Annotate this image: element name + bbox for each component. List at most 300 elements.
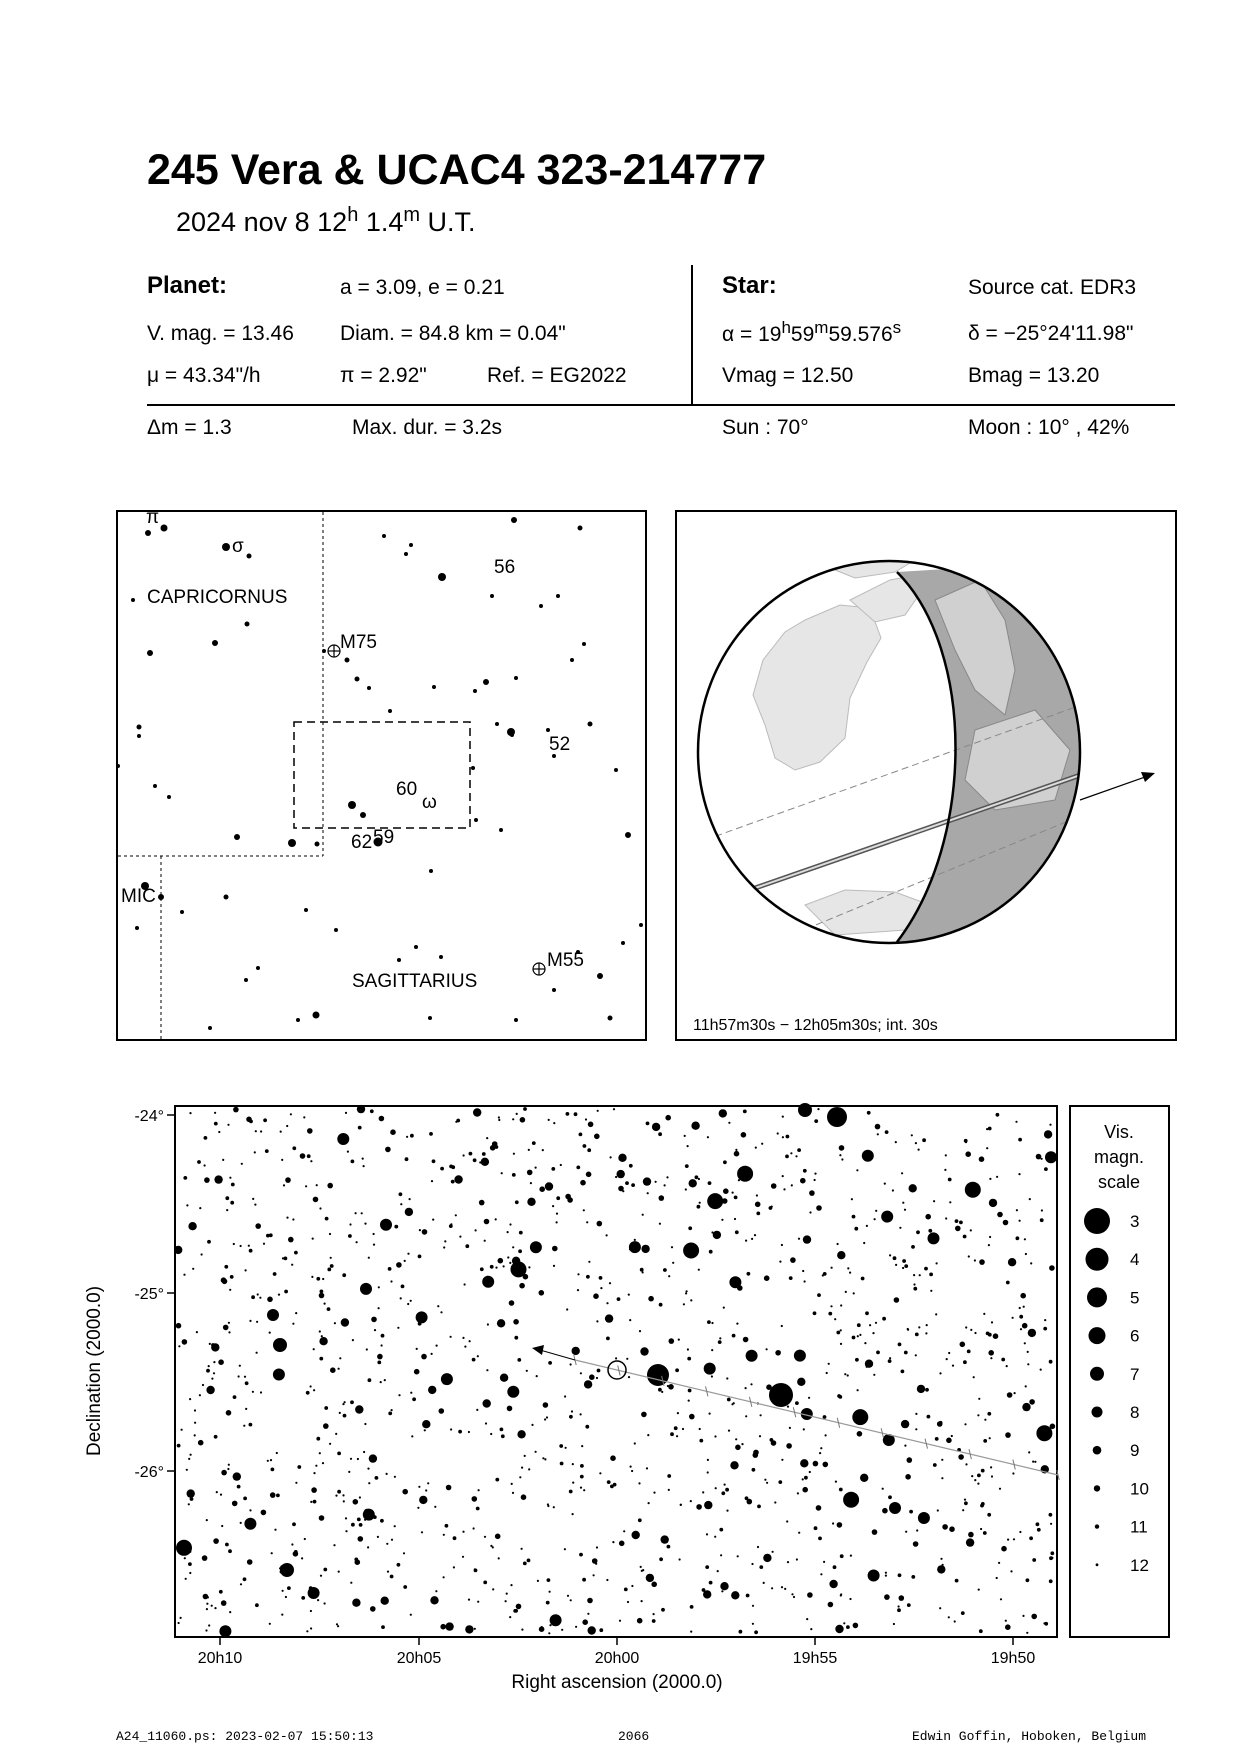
field-star [640, 1268, 644, 1272]
field-star [721, 1491, 725, 1495]
field-star [484, 1219, 490, 1225]
field-star [368, 1378, 372, 1382]
field-star [209, 1343, 211, 1345]
field-star [628, 1294, 630, 1296]
finder-star [224, 895, 229, 900]
finder-star [625, 832, 631, 838]
field-star [313, 1500, 317, 1504]
field-star [810, 1628, 812, 1630]
field-star [1028, 1329, 1036, 1337]
field-star [733, 1402, 735, 1404]
field-star [793, 1596, 795, 1598]
field-star [369, 1454, 377, 1462]
field-star [351, 1523, 355, 1527]
field-star [561, 1629, 563, 1631]
field-star [867, 1111, 871, 1115]
field-star [778, 1480, 782, 1484]
field-star [745, 1240, 747, 1242]
field-star [599, 1628, 603, 1632]
field-star [766, 1482, 768, 1484]
field-star [552, 1246, 558, 1252]
field-star [755, 1202, 761, 1208]
field-star [397, 1563, 401, 1567]
field-star [178, 1622, 180, 1624]
finder-star [296, 1018, 300, 1022]
finder-star [578, 526, 583, 531]
field-star [440, 1311, 442, 1313]
field-star [1027, 1363, 1029, 1365]
field-star [964, 1499, 966, 1501]
field-star [391, 1409, 393, 1411]
field-star [206, 1519, 208, 1521]
field-star [473, 1527, 475, 1529]
field-star [1040, 1369, 1042, 1371]
field-star [325, 1217, 329, 1221]
field-star [479, 1200, 485, 1206]
field-star [315, 1465, 317, 1467]
field-star [579, 1553, 583, 1557]
field-star [937, 1509, 939, 1511]
field-star [542, 1149, 544, 1151]
field-star [566, 1308, 568, 1310]
field-star [241, 1163, 243, 1165]
field-star [454, 1175, 462, 1183]
field-star [286, 1125, 288, 1127]
field-star [319, 1357, 323, 1361]
field-star [480, 1267, 484, 1271]
field-star [966, 1538, 974, 1546]
field-star [270, 1459, 272, 1461]
field-star [679, 1558, 681, 1560]
field-star [794, 1350, 806, 1362]
finder-star [439, 955, 443, 959]
field-star [979, 1259, 985, 1265]
field-star [894, 1297, 900, 1303]
field-star [816, 1505, 822, 1511]
field-star [178, 1345, 180, 1347]
field-star [572, 1513, 574, 1515]
field-star [751, 1563, 753, 1565]
field-star [904, 1209, 906, 1211]
planet-orbit: a = 3.09, e = 0.21 [340, 276, 505, 299]
field-star [249, 1120, 253, 1124]
field-star [576, 1166, 580, 1170]
field-star [837, 1394, 841, 1398]
field-star [661, 1391, 663, 1393]
field-star [1026, 1578, 1030, 1582]
legend-star-marker [1094, 1485, 1100, 1491]
field-star [214, 1122, 218, 1126]
field-star [583, 1144, 587, 1148]
field-star [586, 1221, 588, 1223]
field-star [338, 1368, 340, 1370]
field-star [390, 1129, 396, 1135]
legend-star-marker [1092, 1407, 1103, 1418]
field-star [974, 1332, 976, 1334]
field-star [300, 1153, 306, 1159]
field-star [739, 1630, 743, 1634]
field-star [418, 1486, 420, 1488]
field-star [940, 1558, 942, 1560]
field-star [851, 1198, 853, 1200]
field-star [294, 1251, 298, 1255]
field-star [666, 1176, 668, 1178]
finder-star [315, 842, 320, 847]
field-star [981, 1502, 985, 1506]
field-star [211, 1378, 213, 1380]
field-star [873, 1374, 875, 1376]
field-star [1041, 1158, 1043, 1160]
field-star [337, 1625, 339, 1627]
field-star [330, 1367, 336, 1373]
field-star [327, 1183, 333, 1189]
field-star [281, 1159, 283, 1161]
field-star [866, 1225, 868, 1227]
field-star [814, 1526, 818, 1530]
field-star [823, 1272, 827, 1276]
field-star [249, 1423, 253, 1427]
field-star [658, 1132, 662, 1136]
field-star [255, 1130, 257, 1132]
field-star [580, 1475, 584, 1479]
field-star [462, 1556, 464, 1558]
field-star [500, 1428, 504, 1432]
field-star [436, 1345, 438, 1347]
field-star [188, 1222, 196, 1230]
field-star [511, 1483, 513, 1485]
field-star [424, 1429, 426, 1431]
field-star [211, 1343, 215, 1347]
field-star [619, 1620, 621, 1622]
field-star [643, 1177, 651, 1185]
field-star [273, 1369, 285, 1381]
field-star [909, 1184, 917, 1192]
field-star [214, 1435, 218, 1439]
finder-star [552, 988, 556, 992]
field-star [724, 1484, 726, 1486]
field-star [403, 1585, 407, 1589]
field-star [207, 1596, 209, 1598]
field-star [588, 1626, 596, 1634]
field-star [840, 1329, 842, 1331]
field-star [521, 1467, 523, 1469]
field-star [1034, 1461, 1036, 1463]
field-star [988, 1350, 994, 1356]
field-star [465, 1244, 469, 1248]
field-star [343, 1414, 347, 1418]
field-star [599, 1276, 603, 1280]
field-star [230, 1201, 234, 1205]
field-star [680, 1504, 682, 1506]
field-star [864, 1342, 866, 1344]
max-duration: Max. dur. = 3.2s [352, 416, 502, 439]
field-star [350, 1400, 354, 1404]
field-star [477, 1355, 479, 1357]
field-star [556, 1196, 560, 1200]
field-star [835, 1481, 837, 1483]
field-star [411, 1435, 413, 1437]
field-star [642, 1214, 644, 1216]
field-star [648, 1502, 650, 1504]
field-star [370, 1109, 374, 1113]
field-star [930, 1290, 932, 1292]
field-star [690, 1631, 692, 1633]
field-star [380, 1381, 382, 1383]
field-star [443, 1246, 445, 1248]
field-star [495, 1478, 499, 1482]
star-label-62: 62 [351, 832, 373, 853]
field-star [723, 1188, 729, 1194]
field-star [996, 1176, 998, 1178]
field-star [213, 1372, 215, 1374]
field-star [687, 1348, 689, 1350]
field-star [804, 1476, 808, 1480]
field-star [206, 1608, 208, 1610]
field-star [884, 1594, 890, 1600]
field-star [720, 1582, 728, 1590]
field-star [176, 1540, 192, 1556]
field-star [564, 1548, 566, 1550]
field-star [233, 1107, 239, 1113]
field-star [764, 1479, 766, 1481]
field-star [901, 1420, 909, 1428]
field-star [688, 1389, 692, 1393]
field-star [1019, 1315, 1023, 1319]
legend-magnitude-label: 11 [1130, 1517, 1148, 1537]
field-star [899, 1227, 901, 1229]
field-star [285, 1596, 287, 1598]
field-star [227, 1468, 229, 1470]
field-star [526, 1370, 528, 1372]
field-star [553, 1506, 555, 1508]
field-star [358, 1536, 364, 1542]
field-star [313, 1197, 319, 1203]
field-star [396, 1262, 402, 1268]
field-star [895, 1264, 897, 1266]
field-star [288, 1237, 294, 1243]
field-star [238, 1375, 240, 1377]
field-star [659, 1223, 661, 1225]
y-tick-label: -25° [134, 1286, 164, 1303]
field-star [659, 1557, 663, 1561]
field-star [949, 1526, 955, 1532]
field-star [177, 1444, 181, 1448]
field-star [1022, 1323, 1028, 1329]
field-star [437, 1305, 439, 1307]
field-star [814, 1179, 816, 1181]
field-star [745, 1496, 749, 1500]
field-star [189, 1112, 191, 1114]
field-star [432, 1219, 434, 1221]
field-star [377, 1361, 381, 1365]
field-star [222, 1159, 224, 1161]
field-star [882, 1508, 888, 1514]
finder-star [582, 642, 586, 646]
field-star [913, 1283, 915, 1285]
field-star [453, 1536, 457, 1540]
field-star [483, 1581, 487, 1585]
field-star [1023, 1306, 1025, 1308]
field-star [213, 1538, 219, 1544]
field-star [439, 1408, 445, 1414]
field-star [580, 1464, 584, 1468]
field-star [513, 1153, 515, 1155]
field-star [410, 1614, 412, 1616]
field-star [787, 1561, 789, 1563]
field-star [785, 1155, 789, 1159]
field-star [735, 1286, 737, 1288]
field-star [282, 1257, 284, 1259]
field-star [918, 1326, 920, 1328]
field-star [278, 1294, 280, 1296]
field-star [187, 1489, 195, 1497]
field-star [292, 1218, 294, 1220]
field-star [1030, 1262, 1032, 1264]
field-star [528, 1468, 530, 1470]
field-star [828, 1602, 834, 1608]
field-star [435, 1590, 437, 1592]
field-star [844, 1373, 846, 1375]
field-star [1008, 1258, 1016, 1266]
field-star [1018, 1173, 1020, 1175]
field-star [247, 1559, 253, 1565]
field-star [233, 1472, 241, 1480]
field-star [243, 1425, 245, 1427]
field-star [468, 1599, 470, 1601]
field-star [855, 1358, 859, 1362]
field-star [902, 1259, 906, 1263]
field-star [330, 1257, 332, 1259]
field-star [830, 1305, 832, 1307]
field-star [323, 1423, 329, 1429]
field-star [790, 1257, 796, 1263]
field-star [698, 1178, 700, 1180]
field-star [672, 1262, 674, 1264]
field-star [1005, 1432, 1011, 1438]
field-star [1012, 1317, 1014, 1319]
field-star [631, 1183, 635, 1187]
field-star [345, 1517, 347, 1519]
field-star [366, 1348, 368, 1350]
finder-star [137, 734, 141, 738]
field-star [184, 1557, 186, 1559]
field-star [189, 1398, 191, 1400]
field-star [907, 1603, 911, 1607]
field-star [462, 1337, 464, 1339]
field-star [599, 1472, 601, 1474]
field-star [319, 1337, 327, 1345]
field-star [291, 1264, 293, 1266]
legend-star-marker [1086, 1248, 1109, 1271]
field-star [935, 1313, 937, 1315]
field-star [889, 1502, 901, 1514]
field-star [539, 1626, 545, 1632]
field-star [826, 1372, 828, 1374]
field-star [546, 1601, 550, 1605]
field-star [786, 1443, 792, 1449]
field-star [641, 1570, 643, 1572]
field-star [497, 1319, 505, 1327]
field-star [588, 1122, 594, 1128]
field-star [419, 1496, 427, 1504]
finder-star [360, 812, 366, 818]
finder-star [222, 543, 230, 551]
legend-magnitude-label: 7 [1130, 1364, 1140, 1384]
field-star [444, 1240, 446, 1242]
field-star [199, 1207, 201, 1209]
field-star [464, 1346, 466, 1348]
field-star [350, 1582, 352, 1584]
finder-star [614, 768, 618, 772]
field-star [484, 1536, 486, 1538]
field-star [196, 1331, 198, 1333]
field-star [691, 1122, 699, 1130]
finder-star [355, 677, 360, 682]
field-star [402, 1489, 408, 1495]
field-star [802, 1270, 804, 1272]
field-star [734, 1196, 738, 1200]
field-star [683, 1243, 699, 1259]
field-star [476, 1409, 478, 1411]
field-star [979, 1629, 983, 1633]
field-star [363, 1451, 365, 1453]
field-star [1022, 1403, 1030, 1411]
field-star [640, 1347, 648, 1355]
finder-star [116, 764, 120, 768]
field-star [1016, 1236, 1020, 1240]
field-star [381, 1597, 389, 1605]
field-star [327, 1307, 331, 1311]
field-star [865, 1311, 869, 1315]
field-star [627, 1601, 629, 1603]
field-star [416, 1348, 418, 1350]
field-star [606, 1579, 608, 1581]
field-star [519, 1231, 523, 1235]
bright-field-star [280, 1563, 294, 1577]
field-star [387, 1571, 389, 1573]
field-star [205, 1629, 207, 1631]
field-star [634, 1239, 636, 1241]
field-star [204, 1164, 206, 1166]
finder-star [147, 650, 153, 656]
field-star [257, 1293, 259, 1295]
field-star [714, 1536, 716, 1538]
field-star [895, 1141, 897, 1143]
field-star [353, 1499, 359, 1505]
field-star [665, 1115, 671, 1121]
field-star [222, 1279, 228, 1285]
field-star [1029, 1536, 1033, 1540]
finder-star [322, 649, 326, 653]
field-star [690, 1299, 692, 1301]
field-star [965, 1463, 967, 1465]
field-star [355, 1405, 363, 1413]
field-star [569, 1490, 573, 1494]
field-star [1031, 1614, 1037, 1620]
field-star [893, 1623, 895, 1625]
finder-star [348, 801, 356, 809]
field-star [622, 1190, 624, 1192]
field-star [596, 1320, 598, 1322]
field-star [843, 1622, 845, 1624]
field-star [668, 1275, 670, 1277]
field-star [176, 1323, 182, 1329]
field-star [872, 1332, 874, 1334]
field-star [781, 1244, 783, 1246]
field-star [683, 1303, 685, 1305]
field-star [512, 1257, 520, 1265]
field-star [271, 1552, 273, 1554]
